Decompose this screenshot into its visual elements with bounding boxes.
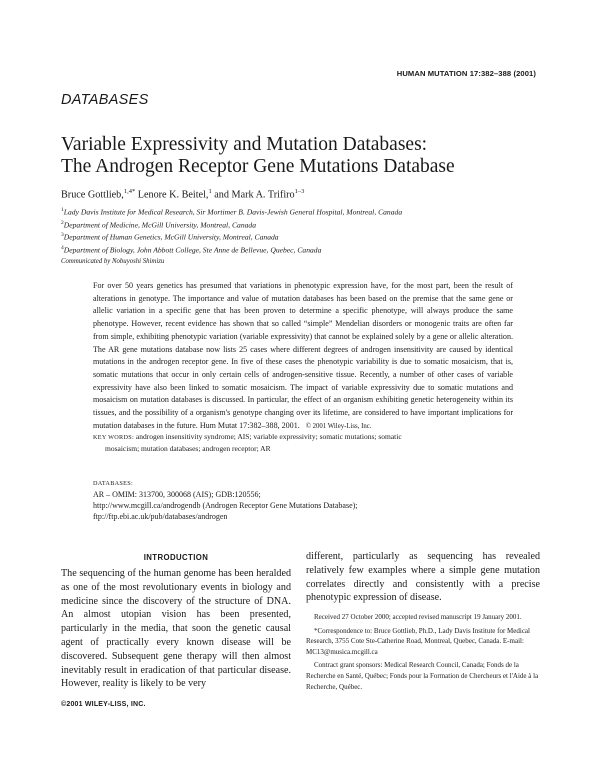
correspondence-note: *Correspondence to: Bruce Gottlieb, Ph.D., Lady Davis Institute for Medical Research, 3755 Cote Ste-Catherine Road, Montreal, Quebec, Canada. E-mail: MC13@musica.mcgill.ca bbox=[306, 626, 530, 656]
keywords-text: androgen insensitivity syndrome; AIS; variable expressivity; somatic mutations; somatic bbox=[135, 432, 402, 441]
introduction-body-continued: different, particularly as sequencing has revealed relatively few examples where a simple gene mutation correlates directly and consistently with a precise phenotypic expression of disease. bbox=[306, 551, 540, 604]
abstract bbox=[93, 280, 513, 433]
communicated-by: Communicated by Nobuyoshi Shimizu bbox=[61, 258, 165, 265]
introduction-heading: INTRODUCTION bbox=[143, 553, 209, 562]
abstract-text: For over 50 years genetics has presumed that variations in phenotypic expression have, for the most part, been the result of alterations in genotype. The importance and value of mutation databases has been based on the premise that the same gene or allelic variation in a specific gene that has been proven to determine a specific phenotype, will always produce the same phenotype. However, recent evidence has shown that so called “simple” Mendelian disorders or monogenic traits are often far from simple, exhibiting phenotypic variation (variable expressivity) that cannot be explained solely by a gene or allelic alteration. The AR gene mutations database now lists 25 cases where different degrees of androgen insensitivity are caused by identical mutations in the androgen receptor gene. In five of these cases the phenotypic variability is due to somatic mosaicism, that is, somatic mutations that occur in only certain cells of androgen-sensitive tissue. Recently, a number of other cases of variable expressivity have also been linked to somatic mosaicism. The impact of variable expressivity due to somatic mutations and mosaicism on mutation databases is discussed. In particular, the effect of an organism exhibiting genetic heterogeneity within its tissues, and the possibility of a organism's genotype changing over its lifetime, are considered to have important implications for mutation databases in the future. Hum Mutat 17:382–388, 2001. bbox=[93, 281, 513, 430]
database-entry: AR – OMIM: 313700, 300068 (AIS); GDB:120556; bbox=[93, 490, 261, 499]
title-line-1: Variable Expressivity and Mutation Databases: bbox=[61, 134, 428, 155]
author-affiliation-mark: 1–3 bbox=[294, 188, 305, 195]
databases-block bbox=[93, 478, 513, 522]
affiliation-number: 1 bbox=[61, 207, 64, 213]
affiliation-number: 4 bbox=[61, 245, 64, 252]
affiliation-number: 2 bbox=[61, 219, 64, 226]
affiliation-number: 3 bbox=[61, 232, 64, 239]
affiliation-text: Department of Human Genetics, McGill University, Montreal, Canada bbox=[63, 233, 279, 242]
affiliation bbox=[61, 205, 541, 218]
author-affiliation-mark: 1 bbox=[208, 188, 212, 195]
publisher-footer: ©2001 WILEY-LISS, INC. bbox=[61, 701, 146, 708]
introduction-body: The sequencing of the human genome has been heralded as one of the most revolutionary events in biology and medicine since the discovery of the structure of DNA. An almost utopian vision has been presented, particularly in the media, that soon the genetic causal agent of practically every known disease will be discovered. Subsequent gene therapy will then almost inevitably result in eradication of that particular disease. However, reality is likely to be very bbox=[61, 568, 291, 690]
database-link[interactable]: ftp://ftp.ebi.ac.uk/pub/databases/androgen bbox=[93, 512, 228, 521]
title-line-2: The Androgen Receptor Gene Mutations Database bbox=[61, 156, 455, 177]
affiliation-text: Department of Medicine, McGill University, Montreal, Canada bbox=[63, 220, 257, 230]
affiliation bbox=[61, 218, 541, 231]
keywords-line-2: mosaicism; mutation databases; androgen receptor; AR bbox=[105, 443, 271, 453]
database-link[interactable]: http://www.mcgill.ca/androgendb (Androgen Receptor Gene Mutations Database); bbox=[93, 501, 358, 510]
keywords-line-1 bbox=[93, 432, 513, 444]
journal-header: HUMAN MUTATION 17:382–388 (2001) bbox=[396, 69, 536, 78]
keywords-label: KEY WORDS: bbox=[93, 434, 134, 441]
abstract-copyright: © 2001 Wiley-Liss, Inc. bbox=[305, 422, 372, 430]
author-name: Lenore K. Beitel, bbox=[137, 189, 209, 201]
received-note: Received 27 October 2000; accepted revised manuscript 19 January 2001. bbox=[314, 613, 522, 621]
affiliation-text: Department of Biology, John Abbott College, Ste Anne de Bellevue, Quebec, Canada bbox=[63, 245, 322, 255]
author-list bbox=[61, 188, 304, 200]
keywords bbox=[93, 432, 513, 455]
author-affiliation-mark: 1,4* bbox=[123, 188, 136, 195]
grant-note: Contract grant sponsors: Medical Research Council, Canada; Fonds de la Recherche en Santé, Québec; Fonds pour la Formation de Chercheurs et l'Aide à la Recherche, Québec. bbox=[306, 661, 539, 691]
affiliation bbox=[61, 230, 541, 243]
article-notes bbox=[306, 612, 540, 695]
author-name: Bruce Gottlieb, bbox=[61, 189, 124, 201]
article-title bbox=[61, 134, 541, 178]
affiliations bbox=[61, 205, 541, 256]
databases-label: DATABASES: bbox=[93, 480, 133, 487]
author-name: and Mark A. Trifiro bbox=[214, 189, 295, 201]
affiliation bbox=[61, 243, 541, 256]
section-label: DATABASES bbox=[61, 92, 149, 108]
affiliation-text: Lady Davis Institute for Medical Research, Sir Mortimer B. Davis-Jewish General Hospital, Montreal, Canada bbox=[63, 207, 403, 217]
